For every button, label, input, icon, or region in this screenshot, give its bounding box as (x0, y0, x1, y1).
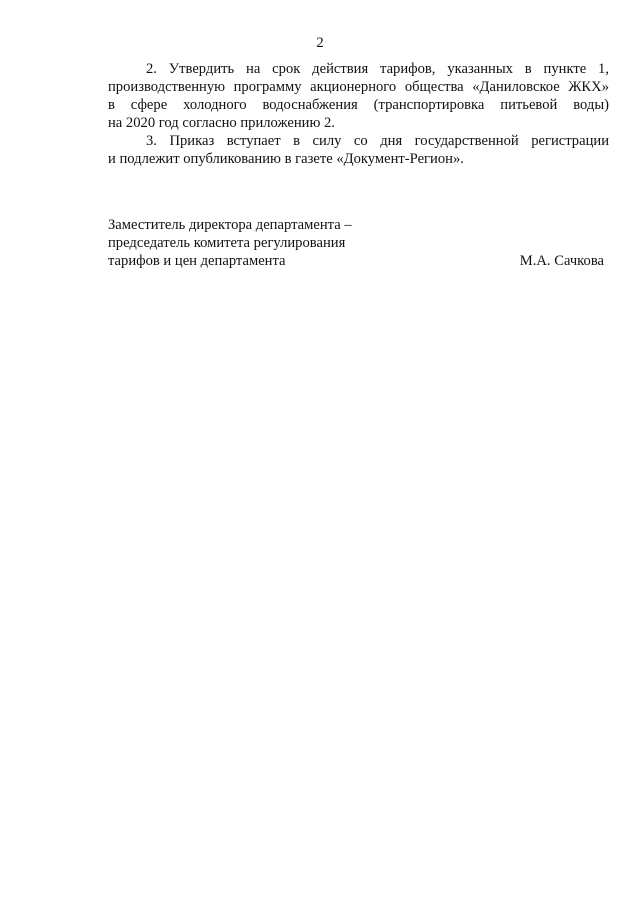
document-body (108, 60, 609, 168)
signatory-title-line-3: тарифов и цен департамента (108, 253, 286, 269)
paragraph-2-line-4: на 2020 год согласно приложению 2. (108, 115, 335, 131)
paragraph-3 (108, 132, 609, 168)
signature-block (108, 216, 609, 270)
signatory-title-line-2: председатель комитета регулирования (108, 235, 346, 251)
paragraph-3-line-1: 3. Приказ вступает в силу со дня государственной регистрации (146, 133, 609, 149)
page-number: 2 (316, 35, 324, 51)
paragraph-2-line-1: 2. Утвердить на срок действия тарифов, указанных в пункте 1, (146, 61, 609, 77)
paragraph-3-line-2: и подлежит опубликованию в газете «Документ-Регион». (108, 151, 464, 167)
paragraph-2-line-2: производственную программу акционерного общества «Даниловское ЖКХ» (108, 79, 609, 95)
signatory-name: М.А. Сачкова (519, 253, 604, 269)
paragraph-2 (108, 60, 609, 132)
signatory-title-line-1: Заместитель директора департамента – (108, 217, 352, 233)
paragraph-2-line-3: в сфере холодного водоснабжения (транспортировка питьевой воды) (108, 97, 609, 113)
